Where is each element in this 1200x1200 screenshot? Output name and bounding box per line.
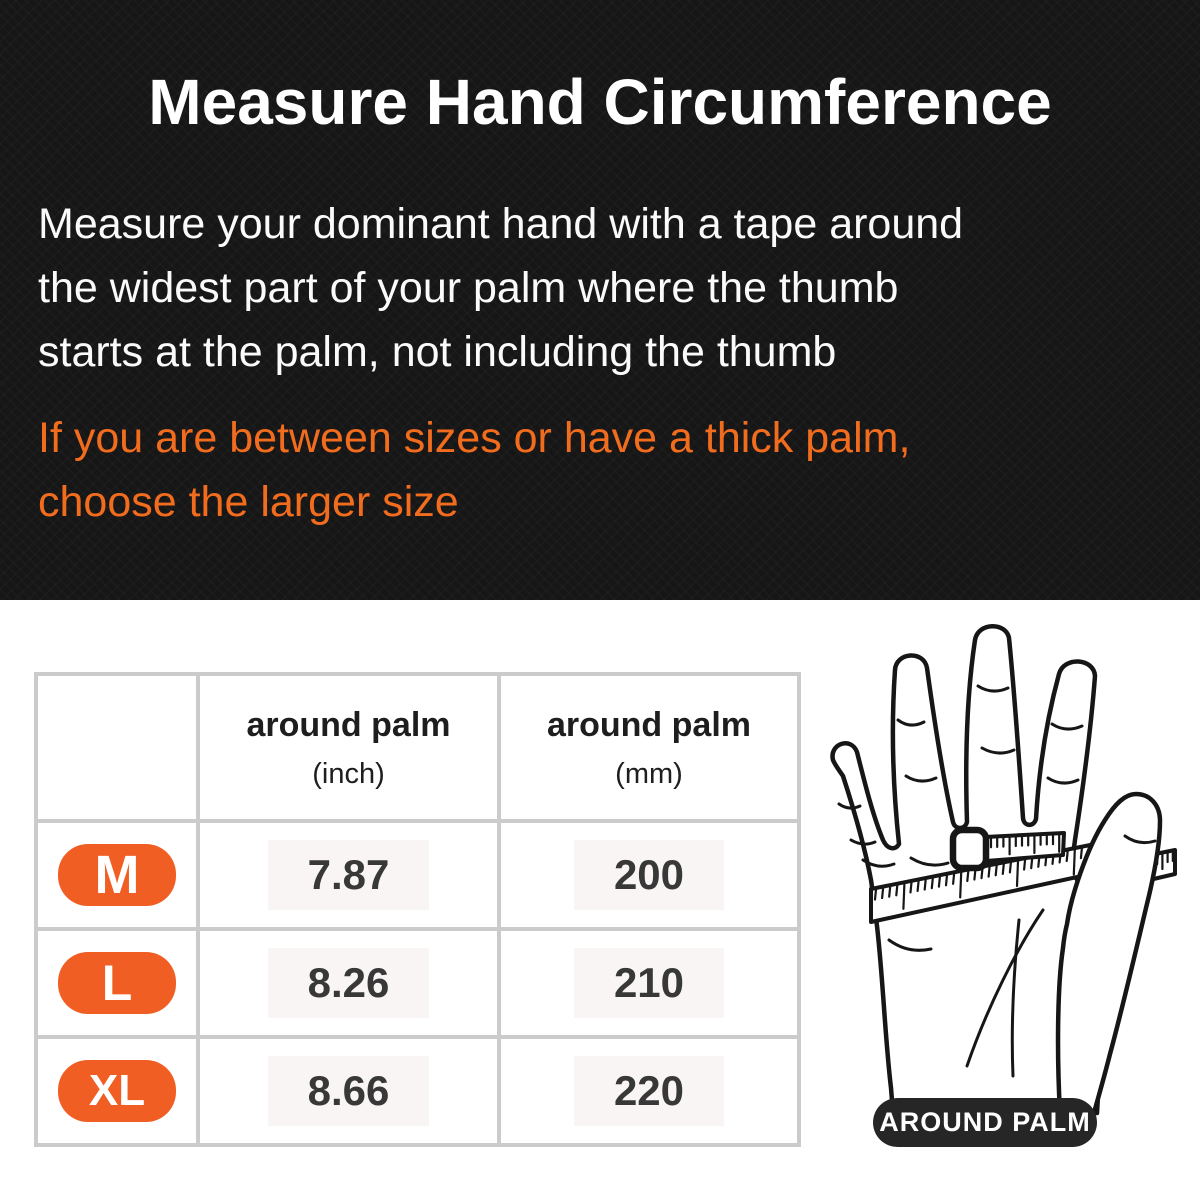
value-inch-l: 8.26 [268,948,430,1018]
size-badge-l: L [58,952,176,1014]
table-cell [501,931,797,1035]
size-badge-xl: XL [58,1060,176,1122]
around-palm-label: AROUND PALM [873,1098,1097,1147]
table-cell [200,931,497,1035]
column-header-inch [200,676,497,819]
column-title: around palm [546,705,752,744]
value-inch-xl: 8.66 [268,1056,430,1126]
table-corner-cell [38,676,196,819]
value-mm-l: 210 [574,948,724,1018]
column-unit: (inch) [312,757,385,790]
value-mm-xl: 220 [574,1056,724,1126]
sizing-tip [38,406,1178,534]
table-row-size-cell [38,931,196,1035]
instruction-line: the widest part of your palm where the thumb [38,264,899,312]
hand-measure-illustration [805,608,1200,1153]
table-cell [200,1039,497,1143]
table-row-size-cell [38,1039,196,1143]
tip-line: choose the larger size [38,478,459,526]
instruction-line: starts at the palm, not including the thumb [38,328,837,376]
column-title: around palm [246,705,451,744]
column-header-mm [501,676,797,819]
tip-line: If you are between sizes or have a thick palm, [38,414,911,462]
table-cell [200,823,497,927]
value-inch-m: 7.87 [268,840,430,910]
table-cell [501,1039,797,1143]
page-title: Measure Hand Circumference [148,66,1052,138]
column-unit: (mm) [615,757,683,790]
value-mm-m: 200 [574,840,724,910]
instruction-line: Measure your dominant hand with a tape around [38,200,964,248]
measuring-instructions [38,192,1178,384]
table-cell [501,823,797,927]
size-chart-table [34,672,801,1147]
table-row-size-cell [38,823,196,927]
size-badge-m: M [58,844,176,906]
